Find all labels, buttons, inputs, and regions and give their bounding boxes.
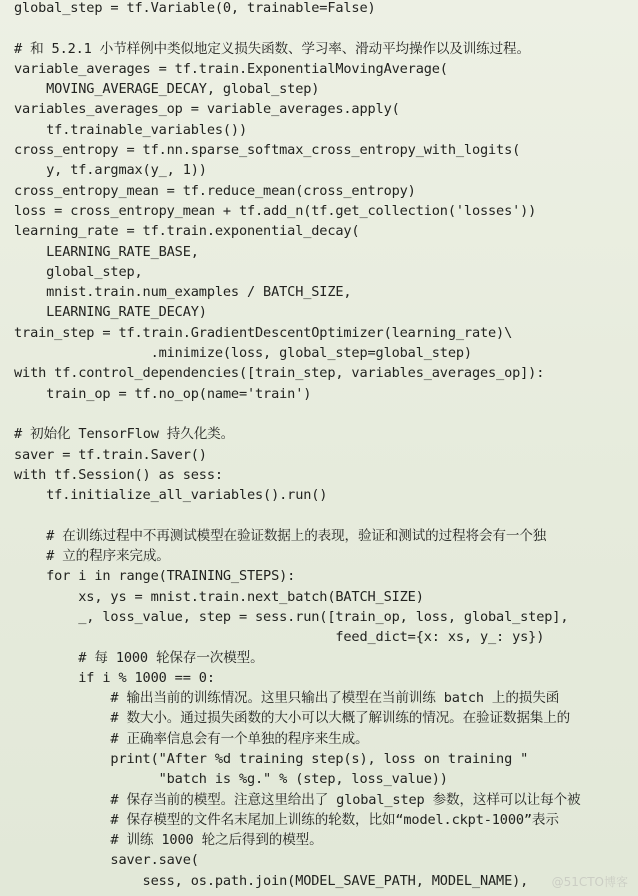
code-comment-line: # 在训练过程中不再测试模型在验证数据上的表现，验证和测试的过程将会有一个独 bbox=[14, 527, 547, 544]
code-line bbox=[14, 505, 580, 525]
code-comment-line: # 初始化 TensorFlow 持久化类。 bbox=[14, 426, 235, 443]
code-line: variables_averages_op = variable_averages.apply( bbox=[14, 101, 400, 118]
code-comment-line: # 立的程序来完成。 bbox=[14, 548, 170, 565]
code-comment-line: # 保存当前的模型。注意这里给出了 global_step 参数，这样可以让每个被 bbox=[14, 791, 581, 808]
code-line: tf.trainable_variables()) bbox=[14, 121, 247, 138]
code-line: global_step = tf.Variable(0, trainable=False) bbox=[14, 0, 376, 16]
code-line: .minimize(loss, global_step=global_step) bbox=[14, 345, 472, 362]
code-line: feed_dict={x: xs, y_: ys}) bbox=[14, 629, 545, 646]
code-line: learning_rate = tf.train.exponential_decay( bbox=[14, 223, 360, 240]
code-line bbox=[14, 404, 580, 424]
code-line: tf.initialize_all_variables().run() bbox=[14, 487, 328, 504]
code-line bbox=[14, 18, 580, 38]
code-line: train_op = tf.no_op(name='train') bbox=[14, 385, 312, 402]
code-comment-line: # 每 1000 轮保存一次模型。 bbox=[14, 649, 264, 666]
code-listing bbox=[14, 0, 580, 891]
code-line: xs, ys = mnist.train.next_batch(BATCH_SIZE) bbox=[14, 588, 424, 605]
code-line: mnist.train.num_examples / BATCH_SIZE, bbox=[14, 284, 352, 301]
code-comment-line: # 和 5.2.1 小节样例中类似地定义损失函数、学习率、滑动平均操作以及训练过程。 bbox=[14, 40, 530, 57]
code-line: with tf.Session() as sess: bbox=[14, 466, 223, 483]
code-line: saver.save( bbox=[14, 852, 199, 869]
code-line: LEARNING_RATE_DECAY) bbox=[14, 304, 207, 321]
code-line: saver = tf.train.Saver() bbox=[14, 446, 207, 463]
code-line: loss = cross_entropy_mean + tf.add_n(tf.get_collection('losses')) bbox=[14, 202, 537, 219]
code-line: LEARNING_RATE_BASE, bbox=[14, 243, 199, 260]
code-comment-line: # 正确率信息会有一个单独的程序来生成。 bbox=[14, 730, 369, 747]
code-line: sess, os.path.join(MODEL_SAVE_PATH, MODEL_NAME), bbox=[14, 872, 529, 889]
code-comment-line: # 数大小。通过损失函数的大小可以大概了解训练的情况。在验证数据集上的 bbox=[14, 710, 571, 727]
code-line: MOVING_AVERAGE_DECAY, global_step) bbox=[14, 81, 320, 98]
code-line: "batch is %g." % (step, loss_value)) bbox=[14, 771, 448, 788]
code-comment-line: # 输出当前的训练情况。这里只输出了模型在当前训练 batch 上的损失函 bbox=[14, 690, 560, 707]
code-line: _, loss_value, step = sess.run([train_op, loss, global_step], bbox=[14, 608, 569, 625]
code-comment-line: # 训练 1000 轮之后得到的模型。 bbox=[14, 832, 323, 849]
code-line: print("After %d training step(s), loss on training " bbox=[14, 750, 529, 767]
code-line: global_step, bbox=[14, 263, 143, 280]
watermark: @51CTO博客 bbox=[551, 875, 628, 889]
code-line: for i in range(TRAINING_STEPS): bbox=[14, 568, 296, 585]
code-line: train_step = tf.train.GradientDescentOptimizer(learning_rate)\ bbox=[14, 324, 513, 341]
code-line: y, tf.argmax(y_, 1)) bbox=[14, 162, 207, 179]
code-line: if i % 1000 == 0: bbox=[14, 669, 215, 686]
code-line: cross_entropy_mean = tf.reduce_mean(cross_entropy) bbox=[14, 182, 416, 199]
code-line: cross_entropy = tf.nn.sparse_softmax_cross_entropy_with_logits( bbox=[14, 142, 521, 159]
code-line: variable_averages = tf.train.ExponentialMovingAverage( bbox=[14, 60, 448, 77]
code-comment-line: # 保存模型的文件名末尾加上训练的轮数，比如“model.ckpt-1000”表示 bbox=[14, 811, 559, 828]
code-line: with tf.control_dependencies([train_step, variables_averages_op]): bbox=[14, 365, 545, 382]
